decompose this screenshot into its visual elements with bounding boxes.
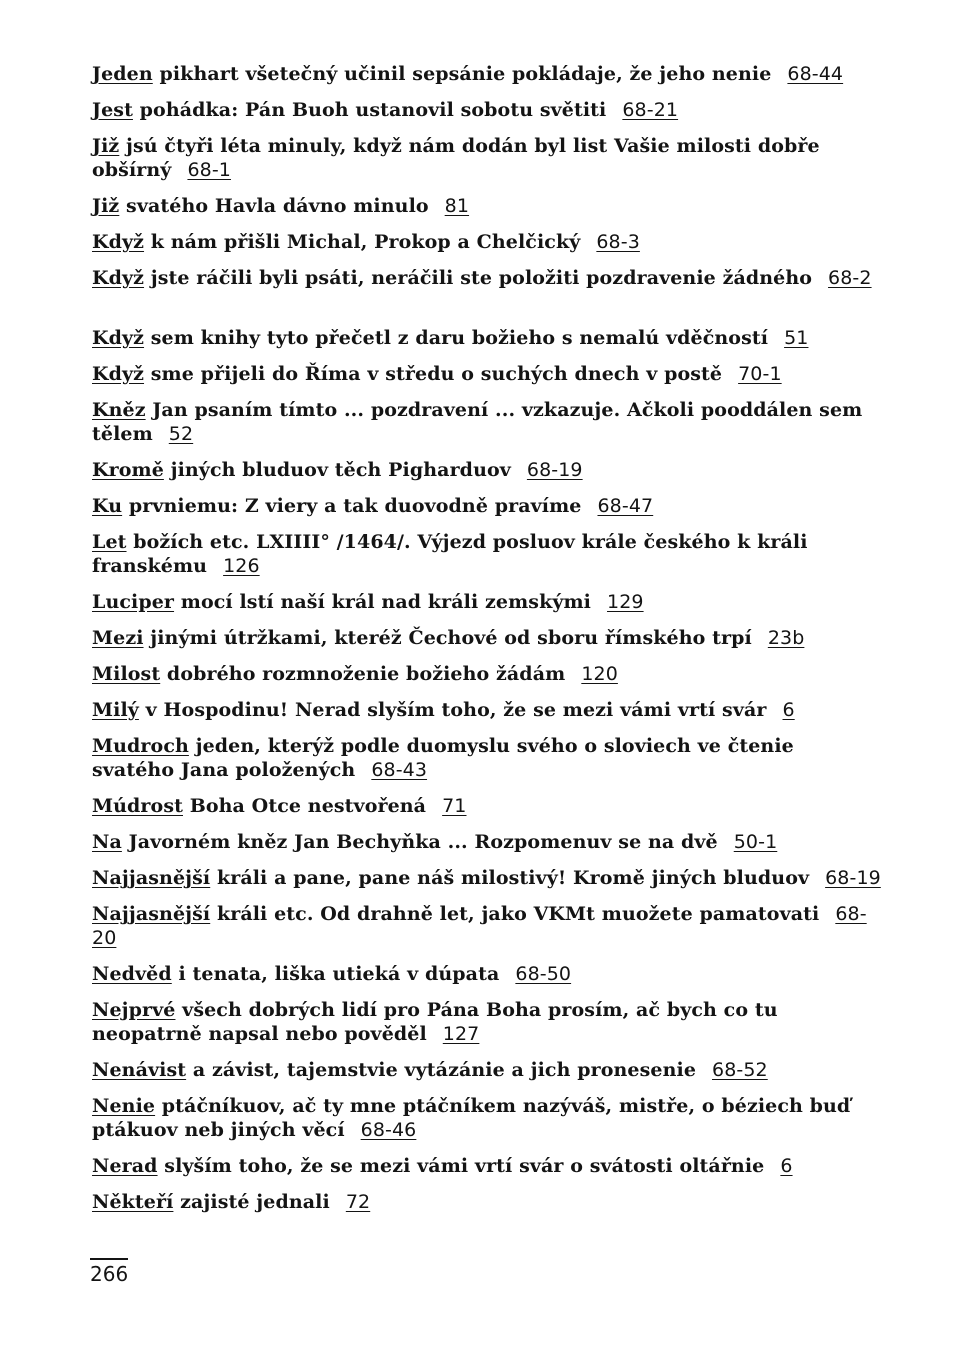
index-entry <box>92 194 882 218</box>
entry-text: sem knihy tyto přečetl z daru božieho s nemalú vděčností <box>144 327 769 349</box>
entry-lead-word: Když <box>92 363 145 385</box>
entry-reference: 68-52 <box>712 1059 768 1081</box>
entry-reference: 68-19 <box>825 867 881 889</box>
entry-lead-word: Nejprvé <box>92 999 176 1021</box>
index-entry <box>92 134 882 182</box>
entry-reference: 68-47 <box>597 495 654 517</box>
index-entry <box>92 494 882 518</box>
entry-text: k nám přišli Michal, Prokop a Chelčický <box>144 231 581 253</box>
entry-text: slyším toho, že se mezi vámi vrtí svár o svátosti oltářnie <box>157 1155 765 1177</box>
entry-reference: 6 <box>782 699 795 721</box>
entry-reference: 68-43 <box>371 759 428 781</box>
index-entry <box>92 902 882 950</box>
entry-lead-word: Milý <box>92 699 139 721</box>
entry-text: jste ráčili byli psáti, neráčili ste položiti pozdravenie žádného <box>144 267 813 289</box>
entry-reference: 68-44 <box>787 63 844 85</box>
entry-text: jiných bluduov těch Pigharduov <box>163 459 511 481</box>
index-entry <box>92 458 882 482</box>
entry-reference: 72 <box>345 1191 371 1213</box>
entry-lead-word: Nedvěd <box>92 963 172 985</box>
entry-reference: 127 <box>442 1023 480 1045</box>
entry-lead-word: Múdrost <box>92 795 183 817</box>
index-entry <box>92 98 882 122</box>
index-entry <box>92 62 882 86</box>
entry-reference: 68-19 <box>526 459 583 481</box>
entry-text: mocí lstí naší král nad králi zemskými <box>174 591 592 613</box>
entry-lead-word: Luciper <box>92 591 175 613</box>
entry-lead-word: Milost <box>92 663 161 685</box>
index-entry <box>92 1094 882 1142</box>
entry-text: Javorném kněz Jan Bechyňka ... Rozpomenuv se na dvě <box>121 831 718 853</box>
entry-lead-word: Jeden <box>92 63 153 85</box>
index-entry <box>92 962 882 986</box>
entry-lead-word: Když <box>92 231 145 253</box>
entry-lead-word: Mudroch <box>92 735 189 757</box>
entry-text: králi etc. Od drahně let, jako VKMt muožete pamatovati <box>210 903 820 925</box>
index-entry <box>92 866 882 890</box>
entry-lead-word: Již <box>92 195 120 217</box>
entry-reference: 68-3 <box>596 231 640 253</box>
entry-reference: 68-21 <box>622 99 679 121</box>
entry-text: jeden, kterýž podle duomyslu svého o sloviech ve čtenie svatého Jana položených <box>92 735 794 781</box>
entry-lead-word: Najjasnější <box>92 903 211 925</box>
entry-lead-word: Na <box>92 831 122 853</box>
index-entry <box>92 734 882 782</box>
entry-text: pohádka: Pán Buoh ustanovil sobotu světiti <box>132 99 607 121</box>
entry-reference: 6 <box>780 1155 793 1177</box>
entry-reference: 70-1 <box>738 363 782 385</box>
entry-text: dobrého rozmnoženie božieho žádám <box>160 663 566 685</box>
entry-lead-word: Najjasnější <box>92 867 211 889</box>
entry-lead-word: Kromě <box>92 459 164 481</box>
entry-reference: 51 <box>784 327 809 349</box>
entry-text: všech dobrých lidí pro Pána Boha prosím, ač bych co tu neopatrně napsal nebo pověděl <box>92 999 778 1045</box>
index-entry <box>92 1154 882 1178</box>
entry-reference: 52 <box>168 423 194 445</box>
entry-text: jinými útržkami, kteréž Čechové od sboru římského trpí <box>143 627 752 649</box>
entry-lead-word: Let <box>92 531 127 553</box>
index-entry <box>92 362 882 386</box>
entry-text: pikhart všetečný učinil sepsánie pokládaje, že jeho nenie <box>152 63 772 85</box>
entry-reference: 129 <box>607 591 644 613</box>
entry-text: svatého Havla dávno minulo <box>119 195 429 217</box>
entry-lead-word: Jest <box>92 99 133 121</box>
entry-text: prvniemu: Z viery a tak duovodně pravíme <box>122 495 582 517</box>
entry-reference: 68-46 <box>360 1119 417 1141</box>
entry-lead-word: Nenie <box>92 1095 156 1117</box>
index-entry <box>92 398 882 446</box>
entry-reference: 50-1 <box>733 831 778 853</box>
index-entry <box>92 830 882 854</box>
index-entry <box>92 530 882 578</box>
entry-text: králi a pane, pane náš milostivý! Kromě jiných bluduov <box>210 867 810 889</box>
entry-text: Boha Otce nestvořená <box>183 795 427 817</box>
entry-reference: 81 <box>444 195 470 217</box>
index-entry <box>92 998 882 1046</box>
entry-reference: 68-50 <box>515 963 572 985</box>
entry-reference: 68-1 <box>187 159 231 181</box>
entry-lead-word: Ku <box>92 495 123 517</box>
index-entry <box>92 266 882 290</box>
entry-lead-word: Když <box>92 267 145 289</box>
entry-text: sme přijeli do Říma v středu o suchých dnech v postě <box>144 363 723 385</box>
index-entry <box>92 662 882 686</box>
index-entry <box>92 698 882 722</box>
index-entry <box>92 794 882 818</box>
entry-lead-word: Mezi <box>92 627 144 649</box>
page-number: 266 <box>90 1258 128 1286</box>
entry-lead-word: Nenávist <box>92 1059 187 1081</box>
entry-reference: 120 <box>581 663 618 685</box>
entry-lead-word: Kněz <box>92 399 146 421</box>
entry-reference: 23b <box>767 627 805 649</box>
entry-text: a závist, tajemstvie vytázánie a jich pronesenie <box>186 1059 697 1081</box>
index-entry <box>92 590 882 614</box>
entry-reference: 126 <box>223 555 260 577</box>
entry-text: zajisté jednali <box>173 1191 330 1213</box>
entry-text: i tenata, liška utieká v dúpata <box>171 963 500 985</box>
index-entry <box>92 1190 882 1214</box>
index-entry <box>92 1058 882 1082</box>
index-entry <box>92 326 882 350</box>
entry-text: božích etc. LXIIII° /1464/. Výjezd posluov krále českého k králi franskému <box>92 531 808 577</box>
entry-lead-word: Někteří <box>92 1191 174 1213</box>
entry-reference: 68-2 <box>828 267 872 289</box>
entry-text: Jan psaním tímto ... pozdravení ... vzkazuje. Ačkoli pooddálen sem tělem <box>92 399 863 445</box>
entry-lead-word: Nerad <box>92 1155 158 1177</box>
entry-lead-word: Již <box>92 135 120 157</box>
entry-lead-word: Když <box>92 327 145 349</box>
index-entry <box>92 230 882 254</box>
entry-text: v Hospodinu! Nerad slyším toho, že se mezi vámi vrtí svár <box>138 699 767 721</box>
entry-text: ptáčníkuov, ač ty mne ptáčníkem nazýváš, mistře, o béziech buď ptákuov neb jiných věcí <box>92 1095 851 1141</box>
entry-text: jsú čtyři léta minuly, když nám dodán byl list Vašie milosti dobře obšírný <box>92 135 820 181</box>
entry-reference: 68-20 <box>92 903 867 949</box>
entry-reference: 71 <box>442 795 467 817</box>
index-entry <box>92 626 882 650</box>
